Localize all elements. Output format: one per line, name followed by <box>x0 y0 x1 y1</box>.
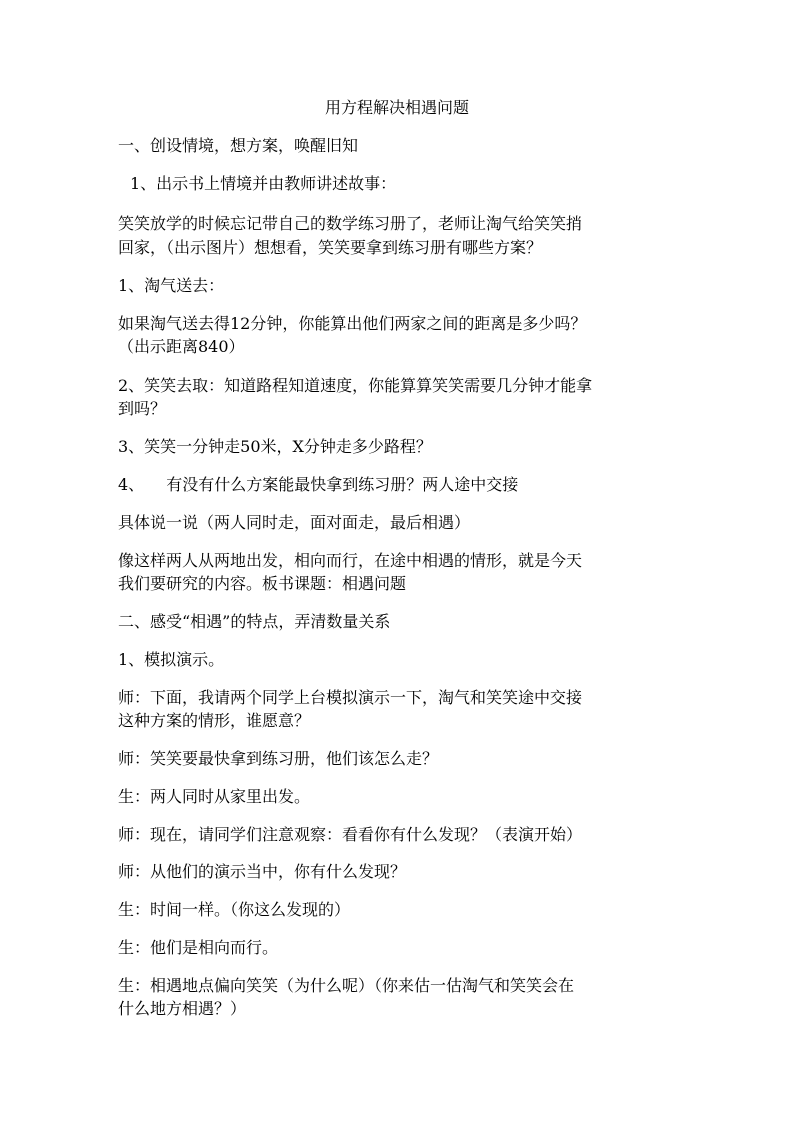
plan2-line-2: 到吗？ <box>118 399 167 418</box>
section2-heading: 二、感受“相遇”的特点，弄清数量关系 <box>118 612 391 631</box>
teacher-line-4: 师：从他们的演示当中，你有什么发现？ <box>118 862 407 881</box>
story-line-1: 笑笑放学的时候忘记带自己的数学练习册了，老师让淘气给笑笑捎 <box>118 214 583 233</box>
teacher-line-3: 师：现在，请同学们注意观察：看看你有什么发现？（表演开始） <box>118 825 583 844</box>
plan1-heading: 1、淘气送去： <box>118 276 225 295</box>
plan3-paragraph: 3、笑笑一分钟走50米，X分钟走多少路程？ <box>118 437 432 456</box>
teacher-line-2: 师：笑笑要最快拿到练习册，他们该怎么走？ <box>118 749 439 768</box>
student-line-4b: 什么地方相遇？） <box>118 999 247 1018</box>
step1-paragraph: 1、出示书上情境并由教师讲述故事： <box>130 174 397 193</box>
plan4-detail: 具体说一说（两人同时走，面对面走，最后相遇） <box>118 513 471 532</box>
plan4-text: 有没有什么方案能最快拿到练习册？两人途中交接 <box>166 475 519 494</box>
plan4-paragraph <box>118 474 688 496</box>
student-line-3: 生：他们是相向而行。 <box>118 938 279 957</box>
student-line-1: 生：两人同时从家里出发。 <box>118 787 311 806</box>
student-line-2: 生：时间一样。（你这么发现的） <box>118 900 351 919</box>
document-title: 用方程解决相遇问题 <box>324 98 469 117</box>
plan1-question-line-1: 如果淘气送去得12分钟，你能算出他们两家之间的距离是多少吗？ <box>118 314 587 333</box>
simulation-heading: 1、模拟演示。 <box>118 650 225 669</box>
teacher-line-1b: 这种方案的情形，谁愿意？ <box>118 711 311 730</box>
teacher-line-1a: 师：下面，我请两个同学上台模拟演示一下，淘气和笑笑途中交接 <box>118 688 583 707</box>
story-line-2: 回家，（出示图片）想想看，笑笑要拿到练习册有哪些方案？ <box>118 238 543 257</box>
summary-line-1: 像这样两人从两地出发，相向而行，在途中相遇的情形，就是今天 <box>118 551 583 570</box>
plan1-question-line-2: （出示距离840） <box>118 337 245 356</box>
summary-line-2: 我们要研究的内容。板书课题：相遇问题 <box>118 574 407 593</box>
plan2-line-1: 2、笑笑去取：知道路程知道速度，你能算算笑笑需要几分钟才能拿 <box>118 376 593 395</box>
student-line-4a: 生：相遇地点偏向笑笑（为什么呢）（你来估一估淘气和笑笑会在 <box>118 976 575 995</box>
plan4-number: 4、 <box>118 475 145 494</box>
section1-heading: 一、创设情境，想方案，唤醒旧知 <box>118 136 359 155</box>
